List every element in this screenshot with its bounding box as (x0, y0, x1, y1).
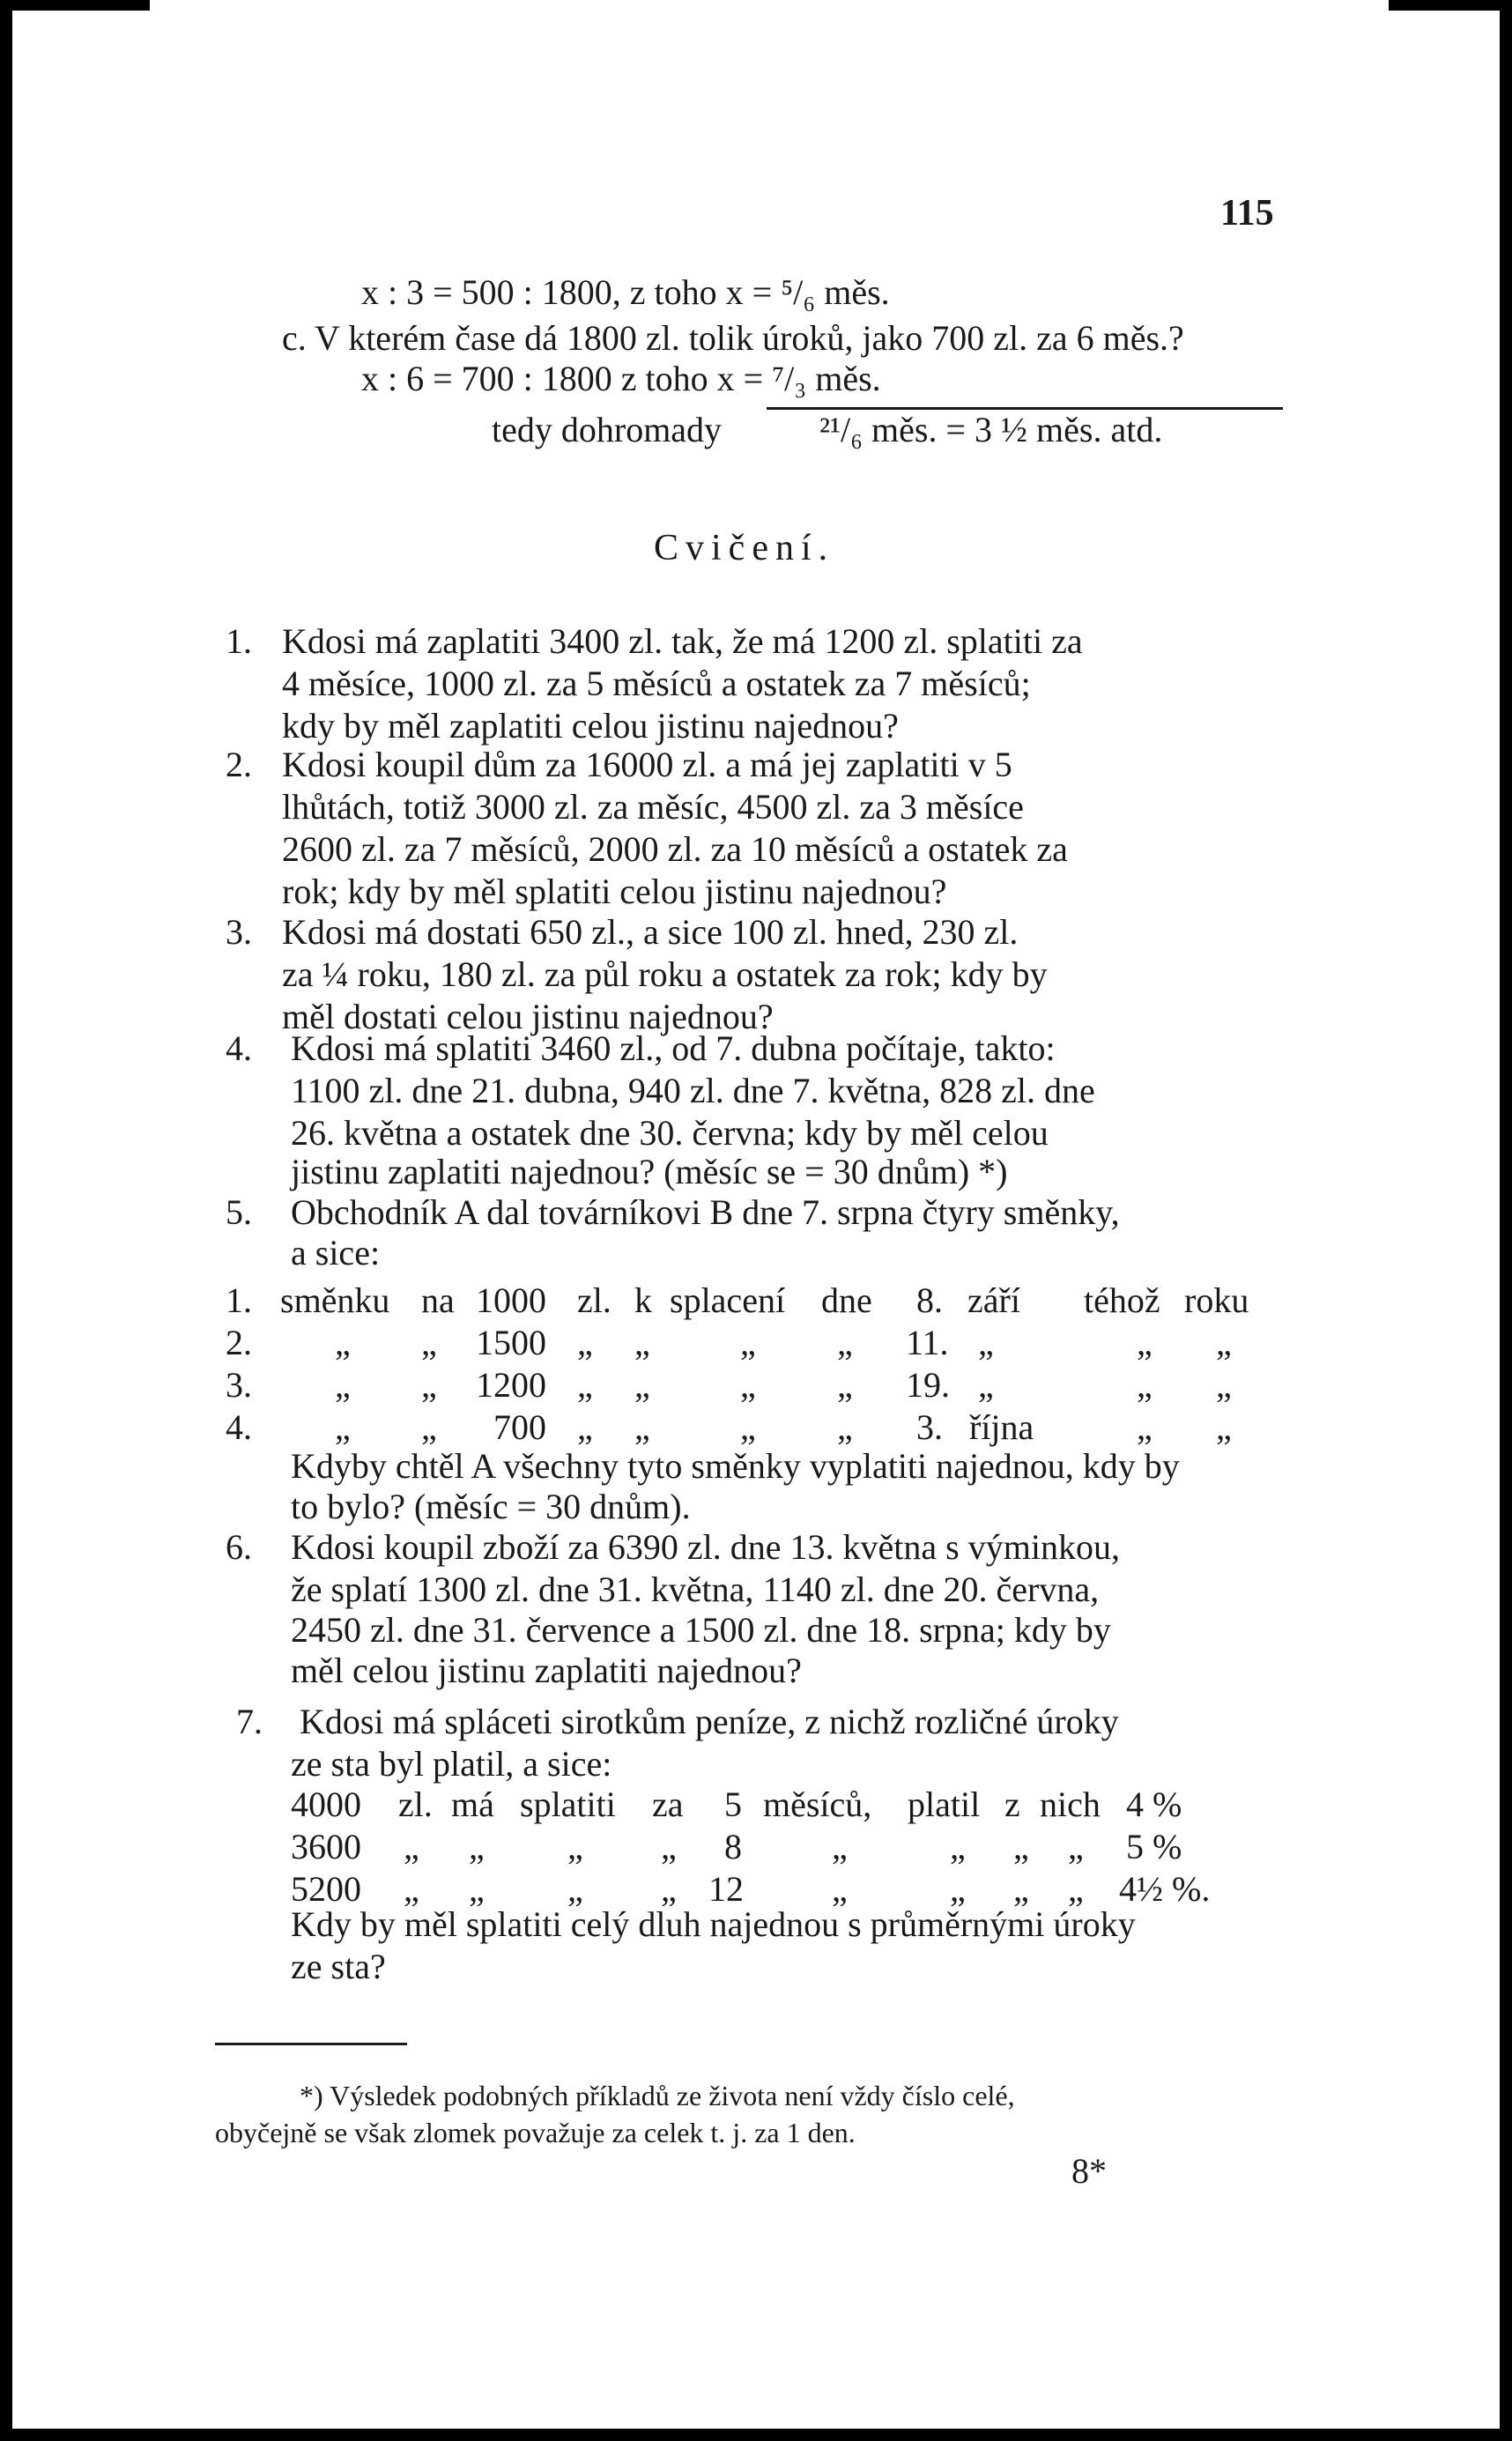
footnote-rule (215, 2043, 407, 2045)
bill-cell: „ (740, 1323, 756, 1362)
debt-cell: platil (908, 1784, 981, 1824)
exercise-line: 1100 zl. dne 21. dubna, 940 zl. dne 7. května, 828 zl. dne (291, 1071, 1095, 1110)
exercise-line: 26. května a ostatek dne 30. června; kdy by měl celou (291, 1113, 1049, 1153)
debt-cell: splatiti (520, 1784, 616, 1824)
exercise-line: a sice: (291, 1233, 381, 1272)
bill-cell: „ (421, 1323, 437, 1362)
signature-mark: 8* (1071, 2151, 1107, 2191)
exercise-line: Obchodník A dal továrníkovi B dne 7. srpna čtyry směnky, (291, 1192, 1120, 1232)
exercise-number: 2. (226, 745, 252, 784)
exercise-line: Kdosi má dostati 650 zl., a sice 100 zl. hned, 230 zl. (282, 912, 1019, 952)
bill-cell: „ (740, 1407, 756, 1447)
bill-cell: „ (335, 1407, 351, 1447)
debt-cell: „ (1013, 1827, 1029, 1866)
bill-cell: „ (1216, 1407, 1232, 1447)
intro-line: c. V kterém čase dá 1800 zl. tolik úroků, jako 700 zl. za 6 měs.? (282, 318, 1184, 358)
exercise-number: 4. (226, 1028, 252, 1068)
bill-cell: „ (837, 1365, 853, 1405)
debt-rate: 4½ %. (1119, 1869, 1211, 1909)
debt-rate: 4 % (1126, 1784, 1182, 1824)
section-heading: Cvičení. (654, 528, 835, 568)
exercise-line: měl celou jistinu zaplatiti najednou? (291, 1651, 802, 1690)
debt-cell: „ (404, 1827, 419, 1866)
debt-cell: „ (1013, 1869, 1029, 1909)
bill-number: 1. (226, 1280, 252, 1320)
debt-cell: „ (832, 1869, 848, 1909)
debt-cell: „ (950, 1827, 966, 1866)
exercise-line: lhůtách, totiž 3000 zl. za měsíc, 4500 zl. za 3 měsíce (282, 787, 1024, 827)
bill-day: 11. (906, 1323, 949, 1362)
intro-line: tedy dohromady (492, 410, 723, 449)
bill-month: „ (978, 1365, 994, 1405)
exercise-line: 2600 zl. za 7 měsíců, 2000 zl. za 10 měsíců a ostatek za (282, 829, 1068, 869)
debt-months: 12 (708, 1869, 744, 1909)
exercise-number: 1. (226, 621, 252, 661)
exercise-line: Kdosi má spláceti sirotkům peníze, z nichž rozličné úroky (300, 1702, 1119, 1741)
debt-cell: „ (469, 1827, 485, 1866)
exercise-line: Kdy by měl splatiti celý dluh najednou s průměrnými úroky (291, 1904, 1136, 1944)
bill-cell: roku (1184, 1280, 1249, 1320)
bill-cell: „ (421, 1365, 437, 1405)
exercise-line: že splatí 1300 zl. dne 31. května, 1140 zl. dne 20. června, (291, 1569, 1100, 1609)
exercise-line: to bylo? (měsíc = 30 dnům). (291, 1487, 691, 1526)
bill-month: „ (978, 1323, 994, 1362)
bill-cell: směnku (280, 1280, 390, 1320)
bill-cell: zl. (577, 1280, 611, 1320)
bill-amount: 1500 (476, 1323, 546, 1362)
debt-cell: zl. (398, 1784, 433, 1824)
bill-cell: „ (335, 1365, 351, 1405)
exercise-number: 5. (226, 1192, 252, 1232)
bill-cell: „ (577, 1407, 593, 1447)
debt-cell: „ (567, 1869, 583, 1909)
bill-number: 3. (226, 1365, 252, 1405)
bill-amount: 700 (493, 1407, 546, 1447)
bill-cell: „ (837, 1323, 853, 1362)
debt-cell: „ (1068, 1869, 1084, 1909)
exercise-line: rok; kdy by měl splatiti celou jistinu najednou? (282, 872, 947, 911)
bill-cell: „ (1216, 1365, 1232, 1405)
footnote-line: obyčejně se však zlomek považuje za celek t. j. za 1 den. (215, 2117, 856, 2148)
debt-cell: nich (1040, 1784, 1101, 1824)
exercise-line: 4 měsíce, 1000 zl. za 5 měsíců a ostatek za 7 měsíců; (282, 664, 1031, 703)
bill-cell: na (421, 1280, 455, 1320)
bill-cell: „ (1137, 1407, 1153, 1447)
bill-number: 2. (226, 1323, 252, 1362)
bill-cell: „ (634, 1323, 650, 1362)
bill-amount: 1200 (476, 1365, 546, 1405)
bill-cell: splacení (670, 1280, 786, 1320)
exercise-number: 7. (236, 1702, 263, 1741)
footnote-line: *) Výsledek podobných příkladů ze života není vždy číslo celé, (300, 2080, 1015, 2111)
bill-cell: „ (837, 1407, 853, 1447)
bill-day: 8. (916, 1280, 943, 1320)
debt-cell: „ (950, 1869, 966, 1909)
exercise-line: 2450 zl. dne 31. července a 1500 zl. dne 18. srpna; kdy by (291, 1610, 1111, 1650)
debt-cell: za (652, 1784, 684, 1824)
debt-cell: „ (661, 1827, 677, 1866)
debt-rate: 5 % (1126, 1827, 1182, 1866)
exercise-line: Kdosi má zaplatiti 3400 zl. tak, že má 1200 zl. splatiti za (282, 621, 1083, 661)
intro-line: x : 6 = 700 : 1800 z toho x = ⁷/₃ měs. (361, 359, 881, 398)
bill-cell: „ (421, 1407, 437, 1447)
bill-day: 19. (906, 1365, 950, 1405)
debt-cell: „ (469, 1869, 485, 1909)
bill-cell: „ (577, 1365, 593, 1405)
exercise-line: kdy by měl zaplatiti celou jistinu najednou? (282, 706, 899, 746)
debt-amount: 5200 (291, 1869, 361, 1909)
exercise-line: Kdosi koupil dům za 16000 zl. a má jej zaplatiti v 5 (282, 745, 1012, 784)
debt-amount: 3600 (291, 1827, 361, 1866)
bill-month: října (969, 1407, 1034, 1447)
bill-cell: „ (1137, 1323, 1153, 1362)
debt-months: 5 (724, 1784, 742, 1824)
bill-cell: „ (634, 1365, 650, 1405)
debt-cell: má (451, 1784, 494, 1824)
exercise-line: Kdyby chtěl A všechny tyto směnky vyplatiti najednou, kdy by (291, 1446, 1180, 1486)
debt-cell: „ (661, 1869, 677, 1909)
bill-number: 4. (226, 1407, 252, 1447)
bill-cell: dne (821, 1280, 872, 1320)
exercise-line: jistinu zaplatiti najednou? (měsíc se = 30 dnům) *) (291, 1152, 1008, 1191)
bill-cell: téhož (1084, 1280, 1160, 1320)
bill-cell: „ (634, 1407, 650, 1447)
bill-cell: k (634, 1280, 652, 1320)
debt-cell: z (1004, 1784, 1020, 1824)
exercise-number: 3. (226, 912, 252, 952)
bill-month: září (967, 1280, 1020, 1320)
debt-cell: „ (404, 1869, 419, 1909)
exercise-line: ze sta? (291, 1947, 386, 1986)
bill-day: 3. (916, 1407, 943, 1447)
debt-amount: 4000 (291, 1784, 361, 1824)
exercise-line: ze sta byl platil, a sice: (291, 1744, 612, 1784)
debt-cell: „ (1068, 1827, 1084, 1866)
bill-cell: „ (577, 1323, 593, 1362)
exercise-line: za ¼ roku, 180 zl. za půl roku a ostatek za rok; kdy by (282, 954, 1048, 994)
exercise-line: Kdosi koupil zboží za 6390 zl. dne 13. května s výminkou, (291, 1527, 1120, 1567)
page-number: 115 (1220, 193, 1274, 234)
debt-cell: „ (832, 1827, 848, 1866)
bill-cell: „ (740, 1365, 756, 1405)
intro-line: x : 3 = 500 : 1800, z toho x = ⁵/₆ měs. (361, 272, 890, 312)
bill-cell: „ (1216, 1323, 1232, 1362)
intro-result: ²¹/₆ měs. = 3 ½ měs. atd. (819, 410, 1163, 449)
bill-cell: „ (335, 1323, 351, 1362)
debt-cell: měsíců, (763, 1784, 872, 1824)
debt-cell: „ (567, 1827, 583, 1866)
exercise-number: 6. (226, 1527, 252, 1567)
exercise-line: měl dostati celou jistinu najednou? (282, 997, 774, 1036)
exercise-line: Kdosi má splatiti 3460 zl., od 7. dubna počítaje, takto: (291, 1028, 1056, 1068)
debt-months: 8 (724, 1827, 742, 1866)
bill-cell: „ (1137, 1365, 1153, 1405)
bill-amount: 1000 (476, 1280, 546, 1320)
